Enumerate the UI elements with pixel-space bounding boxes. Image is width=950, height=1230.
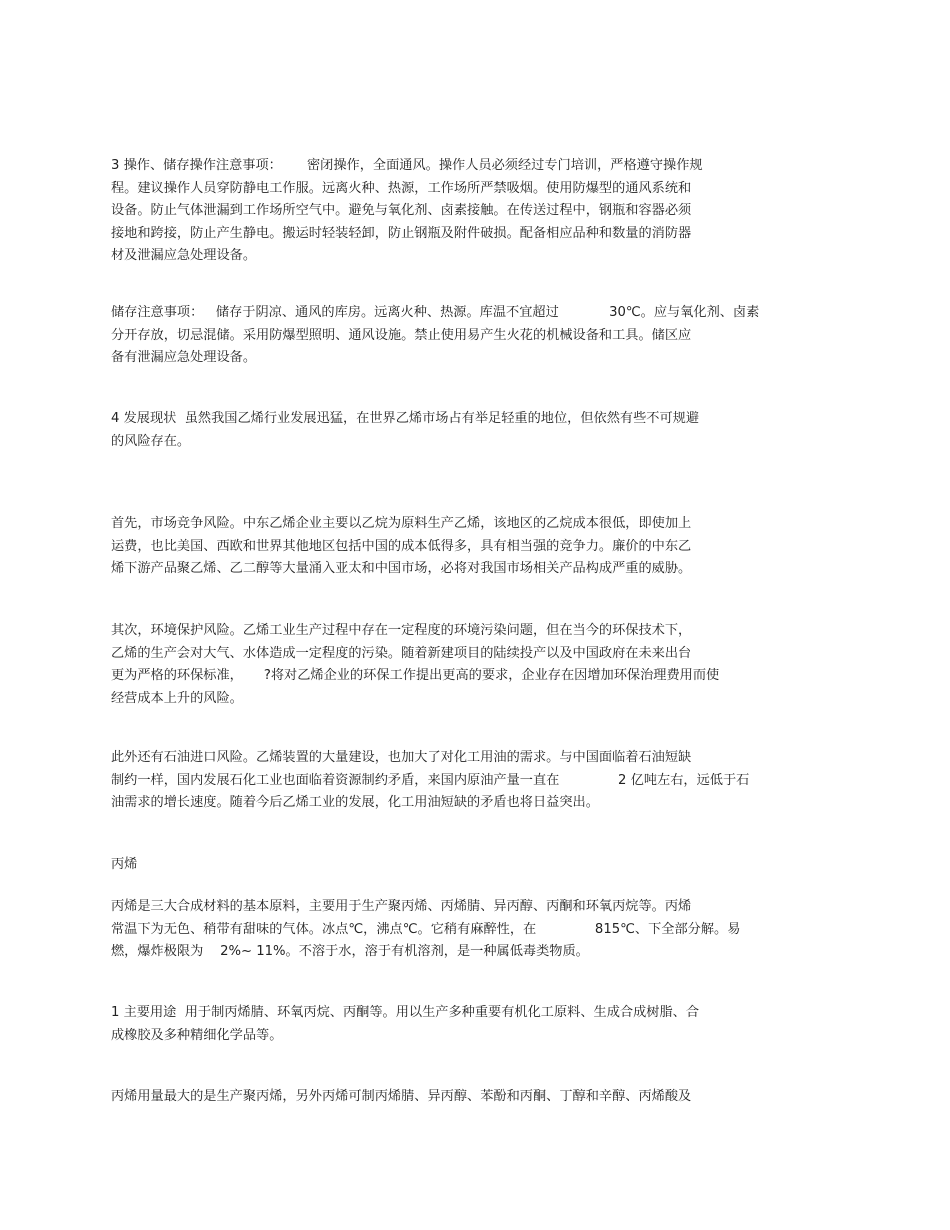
text-line: 程。建议操作人员穿防静电工作服。远离火种、热源，工作场所严禁吸烟。使用防爆型的通风系统和 xyxy=(111,180,692,196)
text-line: 1 主要用途 用于制丙烯腈、环氧丙烷、丙酮等。用以生产多种重要有机化工原料、生成合成树脂、合 xyxy=(111,1005,700,1020)
text-line: 丙烯是三大合成材料的基本原料，主要用于生产聚丙烯、丙烯腈、异丙醇、丙酮和环氧丙烷等。丙烯 xyxy=(111,899,692,914)
heading-text: 丙烯 xyxy=(111,857,138,872)
text-line: 油需求的增长速度。随着今后乙烯工业的发展，化工用油短缺的矛盾也将日益突出。 xyxy=(111,795,599,810)
text-line: 制约一样，国内发展石化工业也面临着资源制约矛盾，来国内原油产量一直在 2 亿吨左右，远低于石 xyxy=(111,772,750,788)
text-line: 的风险存在。 xyxy=(111,433,191,449)
paragraph-development-status xyxy=(111,408,831,453)
text-line: 首先，市场竞争风险。中东乙烯企业主要以乙烷为原料生产乙烯，该地区的乙烷成本很低，即使加上 xyxy=(111,516,692,531)
text-line: 接地和跨接，防止产生静电。搬运时轻装轻卸，防止钢瓶及附件破损。配备相应品种和数量的消防器 xyxy=(111,225,692,241)
paragraph-operation xyxy=(111,155,831,268)
paragraph-environment-risk xyxy=(111,620,831,710)
paragraph-storage xyxy=(111,302,831,370)
text-line: 丙烯用量最大的是生产聚丙烯，另外丙烯可制丙烯腈、异丙醇、苯酚和丙酮、丁醇和辛醇、丙烯酸及 xyxy=(111,1089,692,1104)
text-line: 备有泄漏应急处理设备。 xyxy=(111,350,257,365)
text-line: 乙烯的生产会对大气、水体造成一定程度的污染。随着新建项目的陆续投产以及中国政府在未来出台 xyxy=(111,645,692,661)
text-line: 此外还有石油进口风险。乙烯装置的大量建设，也加大了对化工用油的需求。与中国面临着石油短缺 xyxy=(111,750,692,765)
text-line: 材及泄漏应急处理设备。 xyxy=(111,248,257,263)
text-line: 燃，爆炸极限为 2%~ 11%。不溶于水，溶于有机溶剂，是一种属低毒类物质。 xyxy=(111,944,589,959)
paragraph-market-risk xyxy=(111,513,831,581)
text-line: 更为严格的环保标准， ?将对乙烯企业的环保工作提出更高的要求，企业存在因增加环保治理费用而使 xyxy=(111,668,720,683)
text-line: 储存注意事项： 储存于阴凉、通风的库房。远离火种、热源。库温不宜超过 30℃。应与氧化剂、卤素 xyxy=(111,305,760,320)
paragraph-oil-import-risk xyxy=(111,747,831,815)
paragraph-propylene-usage xyxy=(111,1086,831,1109)
text-line: 常温下为无色、稍带有甜味的气体。冰点℃，沸点℃。它稍有麻醉性，在 815℃、下全部分解。易 xyxy=(111,921,741,937)
text-line: 其次，环境保护风险。乙烯工业生产过程中存在一定程度的环境污染问题，但在当今的环保技术下， xyxy=(111,623,692,638)
text-line: 3 操作、储存操作注意事项： 密闭操作，全面通风。操作人员必须经过专门培训，严格遵守操作规 xyxy=(111,158,703,173)
text-line: 烯下游产品聚乙烯、乙二醇等大量涌入亚太和中国市场，必将对我国市场相关产品构成严重的威胁。 xyxy=(111,561,692,576)
paragraph-propylene-use xyxy=(111,1002,831,1047)
paragraph-propylene-intro xyxy=(111,896,831,964)
text-line: 4 发展现状 虽然我国乙烯行业发展迅猛，在世界乙烯市场占有举足轻重的地位，但依然有些不可规避 xyxy=(111,411,700,426)
text-line: 成橡胶及多种精细化学品等。 xyxy=(111,1027,283,1043)
text-line: 分开存放，切忌混储。采用防爆型照明、通风设施。禁止使用易产生火花的机械设备和工具。储区应 xyxy=(111,327,692,343)
text-line: 运费，也比美国、西欧和世界其他地区包括中国的成本低得多，具有相当强的竞争力。廉价的中东乙 xyxy=(111,538,692,554)
text-line: 经营成本上升的风险。 xyxy=(111,690,243,706)
text-line: 设备。防止气体泄漏到工作场所空气中。避免与氧化剂、卤素接触。在传送过程中，钢瓶和容器必须 xyxy=(111,203,692,218)
section-heading-propylene xyxy=(111,854,831,877)
